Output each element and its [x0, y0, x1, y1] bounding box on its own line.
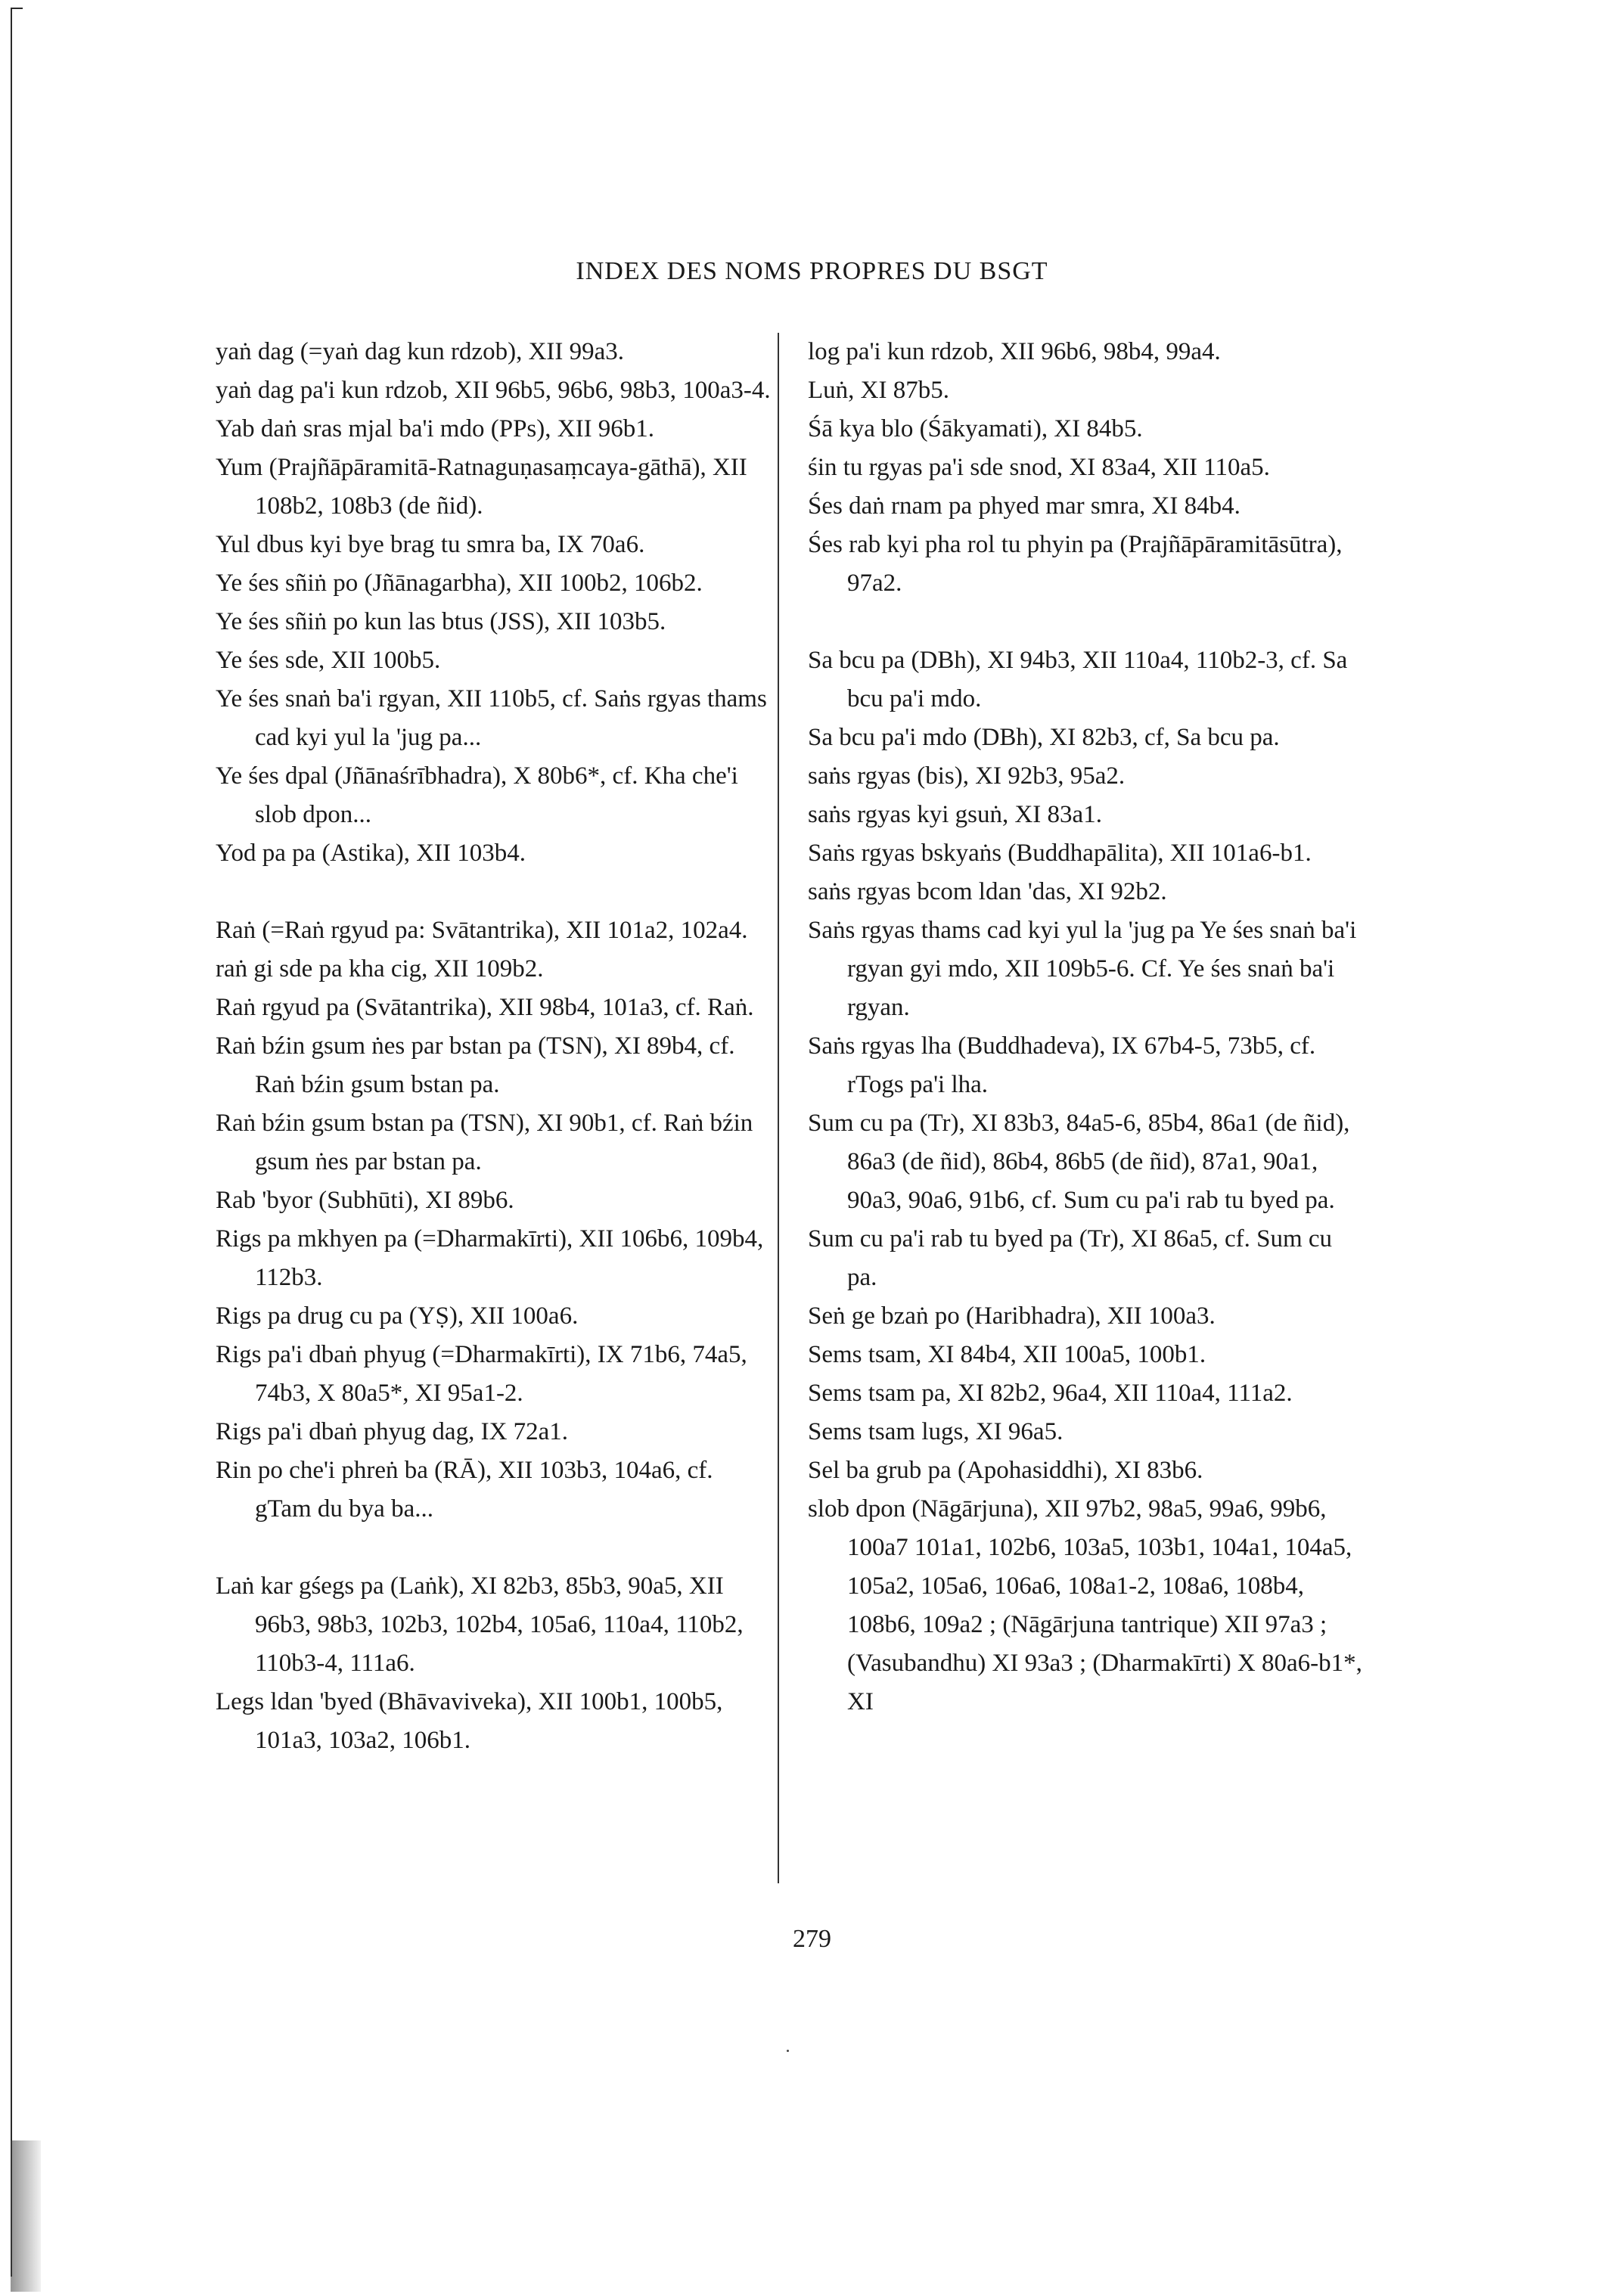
- section-gap: [216, 873, 775, 911]
- index-entry: Raṅ rgyud pa (Svātantrika), XII 98b4, 101a3, cf. Raṅ.: [216, 994, 754, 1021]
- index-entry: Śā kya blo (Śākyamati), XI 84b5.: [808, 415, 1143, 442]
- index-entry: Rigs pa mkhyen pa (=Dharmakīrti), XII 106b6, 109b4, 112b3.: [216, 1225, 764, 1291]
- index-entry: Yum (Prajñāpāramitā-Ratnaguṇasaṃcaya-gāthā), XII 108b2, 108b3 (de ñid).: [216, 454, 747, 520]
- index-entry: Laṅ kar gśegs pa (Laṅk), XI 82b3, 85b3, 90a5, XII 96b3, 98b3, 102b3, 102b4, 105a6, 110a4, 110b2, 110b3-4, 111a6.: [216, 1572, 744, 1677]
- index-entry: Sems tsam lugs, XI 96a5.: [808, 1418, 1064, 1445]
- index-entry: Yod pa pa (Astika), XII 103b4.: [216, 840, 526, 867]
- index-entry: śin tu rgyas pa'i sde snod, XI 83a4, XII 110a5.: [808, 454, 1270, 481]
- index-entry: Sa bcu pa (DBh), XI 94b3, XII 110a4, 110b2-3, cf. Sa bcu pa'i mdo.: [808, 647, 1348, 712]
- index-entry: Raṅ bźin gsum bstan pa (TSN), XI 90b1, cf. Raṅ bźin gsum ṅes par bstan pa.: [216, 1110, 753, 1175]
- index-entry: Ye śes sñiṅ po kun las btus (JSS), XII 103b5.: [216, 608, 666, 635]
- section-gap: [808, 603, 1368, 641]
- index-entry: Saṅs rgyas thams cad kyi yul la 'jug pa Ye śes snaṅ ba'i rgyan gyi mdo, XII 109b5-6. Cf. Ye śes snaṅ ba'i rgyan.: [808, 917, 1357, 1021]
- index-entry: Sems tsam pa, XI 82b2, 96a4, XII 110a4, 111a2.: [808, 1380, 1293, 1407]
- index-entry: raṅ gi sde pa kha cig, XII 109b2.: [216, 955, 544, 982]
- index-entry: Sa bcu pa'i mdo (DBh), XI 82b3, cf, Sa bcu pa.: [808, 724, 1280, 751]
- index-entry: Rin po che'i phreṅ ba (RĀ), XII 103b3, 104a6, cf. gTam du bya ba...: [216, 1457, 713, 1523]
- scan-edge-tick: [11, 8, 23, 9]
- right-column: [808, 333, 1368, 1721]
- column-divider: [778, 333, 779, 1883]
- page-header: INDEX DES NOMS PROPRES DU BSGT: [576, 257, 1048, 285]
- index-entry: Luṅ, XI 87b5.: [808, 377, 949, 404]
- index-entry: Sum cu pa'i rab tu byed pa (Tr), XI 86a5, cf. Sum cu pa.: [808, 1225, 1333, 1291]
- index-entry: slob dpon (Nāgārjuna), XII 97b2, 98a5, 99a6, 99b6, 100a7 101a1, 102b6, 103a5, 103b1, 104a1, 104a5, 105a2, 105a6, 106a6, 108a1-2, 108a6, 108b4, 108b6, 109a2 ; (Nāgārjuna tantrique) XII 97a3 ; (Vasubandhu) XI 93a3 ; (Dharmakīrti) X 80a6-b1*, XI: [808, 1495, 1362, 1715]
- index-entry: Ye śes sde, XII 100b5.: [216, 647, 441, 674]
- index-entry: Yul dbus kyi bye brag tu smra ba, IX 70a6.: [216, 531, 645, 558]
- index-entry: Rigs pa drug cu pa (YṢ), XII 100a6.: [216, 1302, 579, 1330]
- index-entry: yaṅ dag (=yaṅ dag kun rdzob), XII 99a3.: [216, 338, 625, 365]
- index-entry: Legs ldan 'byed (Bhāvaviveka), XII 100b1, 100b5, 101a3, 103a2, 106b1.: [216, 1688, 723, 1754]
- index-entry: Saṅs rgyas bskyaṅs (Buddhapālita), XII 101a6-b1.: [808, 840, 1312, 867]
- index-entry: saṅs rgyas bcom ldan 'das, XI 92b2.: [808, 878, 1167, 905]
- left-column: [216, 333, 775, 1760]
- index-entry: yaṅ dag pa'i kun rdzob, XII 96b5, 96b6, 98b3, 100a3-4.: [216, 377, 771, 404]
- page-number: 279: [793, 1925, 831, 1953]
- index-entry: Sems tsam, XI 84b4, XII 100a5, 100b1.: [808, 1341, 1206, 1368]
- section-gap: [216, 1529, 775, 1567]
- index-entry: saṅs rgyas kyi gsuṅ, XI 83a1.: [808, 801, 1102, 828]
- index-entry: Seṅ ge bzaṅ po (Haribhadra), XII 100a3.: [808, 1302, 1216, 1330]
- index-entry: Rigs pa'i dbaṅ phyug (=Dharmakīrti), IX 71b6, 74a5, 74b3, X 80a5*, XI 95a1-2.: [216, 1341, 747, 1407]
- index-entry: Rab 'byor (Subhūti), XI 89b6.: [216, 1187, 514, 1214]
- index-entry: Śes rab kyi pha rol tu phyin pa (Prajñāpāramitāsūtra), 97a2.: [808, 531, 1343, 597]
- index-entry: Saṅs rgyas lha (Buddhadeva), IX 67b4-5, 73b5, cf. rTogs pa'i lha.: [808, 1032, 1316, 1098]
- index-entry: Ye śes snaṅ ba'i rgyan, XII 110b5, cf. Saṅs rgyas thams cad kyi yul la 'jug pa...: [216, 685, 767, 751]
- index-entry: Śes daṅ rnam pa phyed mar smra, XI 84b4.: [808, 492, 1241, 520]
- scan-smudge: [11, 2140, 41, 2292]
- index-entry: Raṅ bźin gsum ṅes par bstan pa (TSN), XI 89b4, cf. Raṅ bźin gsum bstan pa.: [216, 1032, 735, 1098]
- index-entry: Raṅ (=Raṅ rgyud pa: Svātantrika), XII 101a2, 102a4.: [216, 917, 748, 944]
- index-entry: Ye śes dpal (Jñānaśrībhadra), X 80b6*, cf. Kha che'i slob dpon...: [216, 762, 738, 828]
- index-entry: Rigs pa'i dbaṅ phyug dag, IX 72a1.: [216, 1418, 569, 1445]
- index-entry: saṅs rgyas (bis), XI 92b3, 95a2.: [808, 762, 1126, 790]
- index-entry: log pa'i kun rdzob, XII 96b6, 98b4, 99a4.: [808, 338, 1221, 365]
- scan-speck: [787, 2050, 789, 2052]
- index-entry: Ye śes sñiṅ po (Jñānagarbha), XII 100b2, 106b2.: [216, 570, 703, 597]
- index-entry: Sel ba grub pa (Apohasiddhi), XI 83b6.: [808, 1457, 1203, 1484]
- index-entry: Yab daṅ sras mjal ba'i mdo (PPs), XII 96b1.: [216, 415, 655, 442]
- index-entry: Sum cu pa (Tr), XI 83b3, 84a5-6, 85b4, 86a1 (de ñid), 86a3 (de ñid), 86b4, 86b5 (de ñid), 87a1, 90a1, 90a3, 90a6, 91b6, cf. Sum cu pa'i rab tu byed pa.: [808, 1110, 1350, 1214]
